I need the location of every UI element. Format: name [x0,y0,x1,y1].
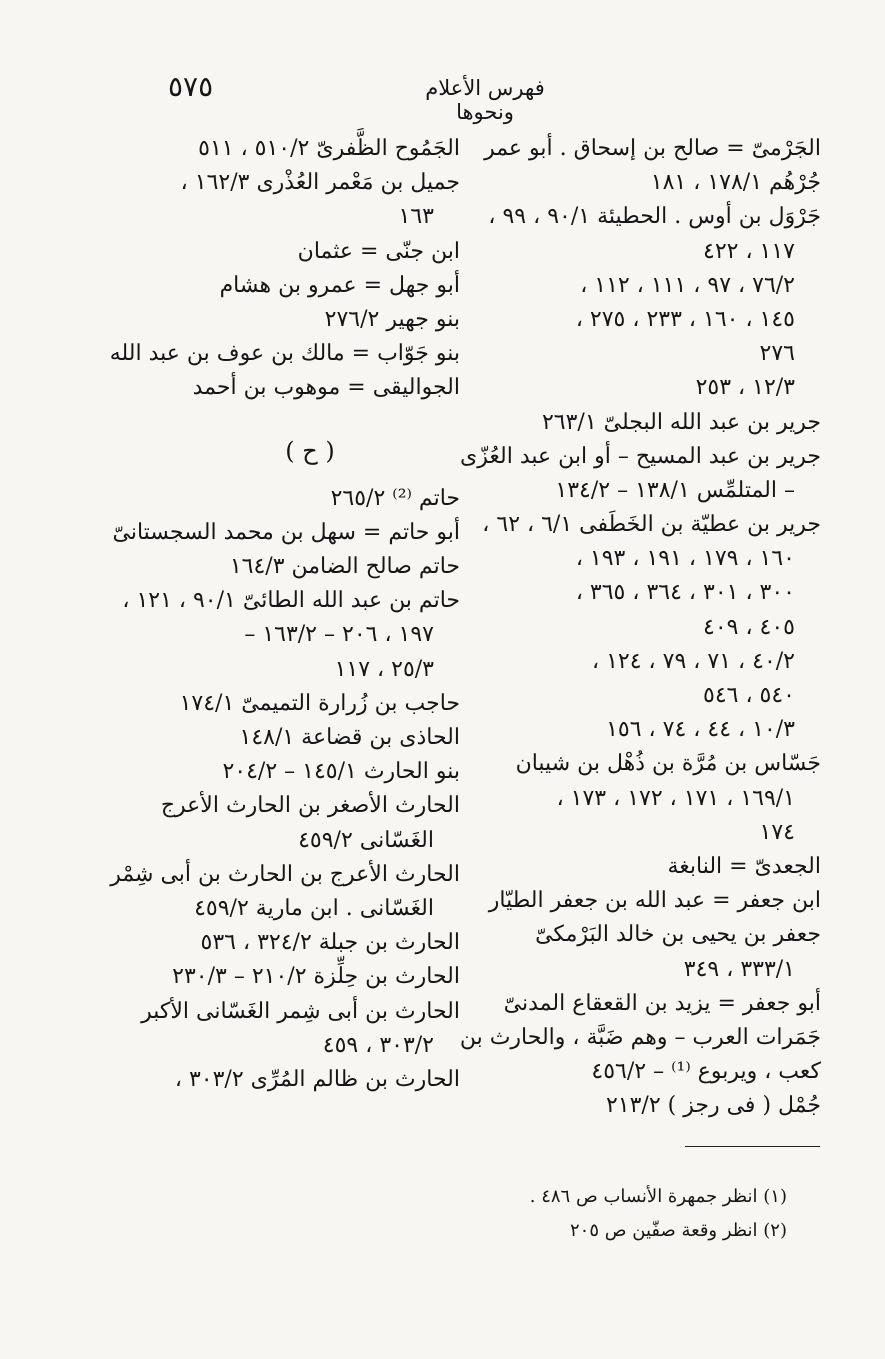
index-entry-continuation: ٤٠/٢ ، ٧١ ، ٧٩ ، ١٢٤ ، [592,648,795,674]
index-entry: جَسّاس بن مُرَّة بن ذُهْل بن شيبان [515,751,821,777]
index-entry: جرير بن عطيّة بن الخَطَفى ٦/١ ، ٦٢ ، [482,512,821,538]
index-entry: حاتم بن عبد الله الطائىّ ٩٠/١ ، ١٢١ ، [122,588,460,614]
index-entry-continuation: ٥٤٠ ، ٥٤٦ [703,683,795,708]
index-entry: جميل بن مَعْمر العُذْرى ١٦٢/٣ ، [180,170,460,196]
index-entry-continuation: ١٢/٣ ، ٢٥٣ [695,375,795,401]
index-entry: الحارث بن أبى شِمر الغَسّانى الأكبر [141,998,460,1024]
page-number: ٥٧٥ [168,70,214,103]
index-entry-continuation: ٢٧٦ [759,341,795,367]
index-entry: الحاذى بن قضاعة ١٤٨/١ [239,725,460,751]
index-entry-continuation: الغَسّانى . ابن مارية ٤٥٩/٢ [194,895,434,921]
index-entry-continuation: ١٠/٣ ، ٤٤ ، ٧٤ ، ١٥٦ [606,717,795,743]
index-entry: بنو جَوّاب = مالك بن عوف بن عبد الله [109,341,460,367]
index-entry-continuation: ١٤٥ ، ١٦٠ ، ٢٣٣ ، ٢٧٥ ، [575,306,795,332]
footnotes [367,1180,787,1248]
index-entry-continuation: – المتلمِّس ١٣٨/١ – ١٣٤/٢ [555,477,795,503]
running-title: فهرس الأعلام ونحوها [425,76,545,124]
index-entry-continuation: ١١٧ ، ٤٢٢ [703,238,795,264]
index-column-left [109,132,460,1097]
index-entry: الحارث الأصغر بن الحارث الأعرج [160,793,460,819]
index-entry-continuation: ٣٠٠ ، ٣٠١ ، ٣٦٤ ، ٣٦٥ ، [575,580,795,606]
index-entry: جُمْل ( فى رجز ) ٢١٣/٢ [605,1093,821,1119]
index-entry: حاجب بن زُرارة التميمىّ ١٧٤/١ [179,690,460,716]
index-entry: الحارث بن جبلة ٣٢٤/٢ ، ٥٣٦ [200,930,460,956]
index-entry-continuation: ٣٣٣/١ ، ٣٤٩ [683,956,795,982]
index-entry-continuation: الغَسّانى ٤٥٩/٢ [298,827,434,853]
footnote-1: (١) انظر جمهرة الأنساب ص ٤٨٦ . [529,1186,787,1207]
index-entry: الجَرْمىّ = صالح بن إسحاق . أبو عمر [484,136,821,161]
index-entry: الحارث الأعرج بن الحارث بن أبى شِمْر [110,861,460,887]
index-entry: جَرْوَل بن أوس . الحطيئة ٩٠/١ ، ٩٩ ، [488,204,821,230]
section-heading-ha: ( ح ) [285,436,335,465]
footnote-divider [685,1146,820,1147]
index-entry: أبو جهل = عمرو بن هشام [219,272,460,298]
index-entry: حاتم ⁽²⁾ ٢٦٥/٢ [330,485,460,511]
index-entry-continuation: ٣٠٣/٢ ، ٤٥٩ [322,1032,434,1058]
index-entry: الحارث بن حِلِّزة ٢١٠/٢ – ٢٣٠/٣ [172,964,460,990]
index-entry-continuation: ١٩٧ ، ٢٠٦ – ١٦٣/٢ – [244,622,434,648]
index-entry-continuation: ١٧٤ [759,819,795,845]
index-column-right [459,132,821,1123]
index-entry: جرير بن عبد الله البجلىّ ٢٦٣/١ [541,409,821,435]
index-entry: الجَمُوح الظَّفرىّ ٥١٠/٢ ، ٥١١ [198,136,460,161]
index-entry: بنو جهير ٢٧٦/٢ [324,306,460,332]
index-entry-continuation: ١٦٣ [398,204,434,230]
index-entry: الحارث بن ظالم المُرِّى ٣٠٣/٢ ، [174,1066,460,1092]
index-entry: أبو جعفر = يزيد بن القعقاع المدنىّ [503,990,821,1016]
index-entry: الجواليقى = موهوب بن أحمد [192,375,460,401]
index-entry: ابن جعفر = عبد الله بن جعفر الطيّار [488,888,821,914]
index-entry: بنو الحارث ١٤٥/١ – ٢٠٤/٢ [222,759,460,785]
index-entry: كعب ، ويربوع ⁽¹⁾ – ٤٥٦/٢ [591,1059,821,1085]
index-entry: جُرْهُم ١٧٨/١ ، ١٨١ [650,170,821,196]
index-entry: الجعدىّ = النابغة [667,853,821,879]
index-entry-continuation: ٤٠٥ ، ٤٠٩ [703,614,795,640]
index-entry: أبو حاتم = سهل بن محمد السجستانىّ [112,519,460,545]
index-entry: جعفر بن يحيى بن خالد البَرْمكىّ [535,922,821,948]
index-entry: حاتم صالح الضامن ١٦٤/٣ [229,554,460,580]
index-entry: ابن جنّى = عثمان [297,238,460,264]
index-entry-continuation: ١٦٠ ، ١٧٩ ، ١٩١ ، ١٩٣ ، [575,546,795,572]
index-entry-continuation: ٢٥/٣ ، ١١٧ [334,656,434,682]
index-entry: جَمَرات العرب – وهم ضَبَّة ، والحارث بن [459,1024,821,1050]
footnote-2: (٢) انظر وقعة صفّين ص ٢٠٥ [570,1220,787,1241]
index-entry-continuation: ٧٦/٢ ، ٩٧ ، ١١١ ، ١١٢ ، [580,272,795,298]
index-entry-continuation: ١٦٩/١ ، ١٧١ ، ١٧٢ ، ١٧٣ ، [556,785,795,811]
index-entry: جرير بن عبد المسيح – أو ابن عبد العُزّى [460,443,821,469]
